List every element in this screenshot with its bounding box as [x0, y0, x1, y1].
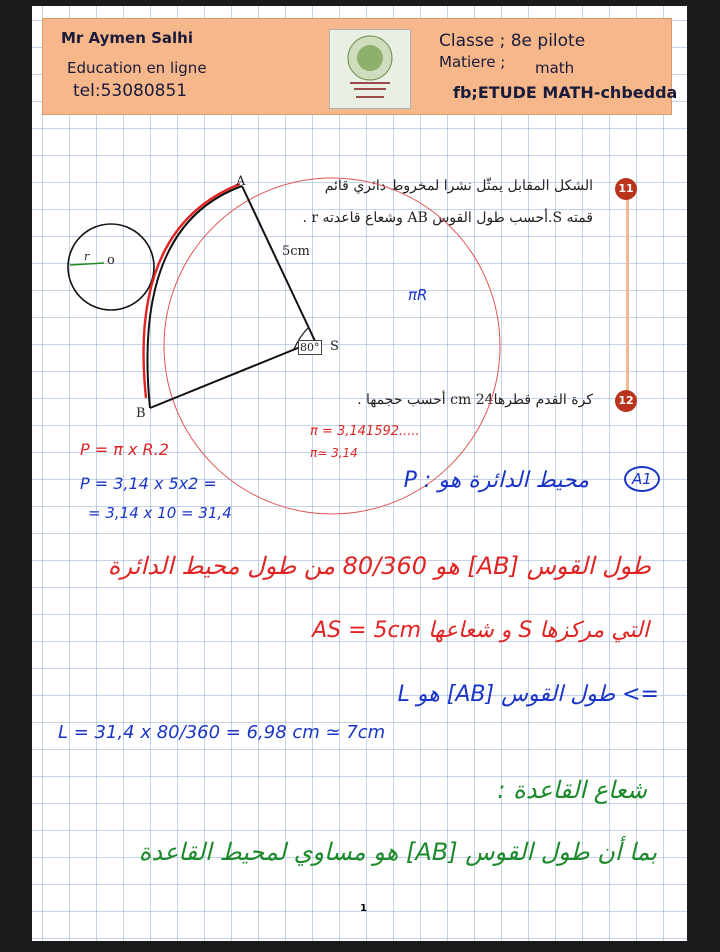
point-B-label: B	[136, 406, 146, 421]
arc-length-calc: L = 31,4 x 80/360 = 6,98 cm ≃ 7cm	[58, 722, 386, 743]
side-length-label: 5cm	[282, 244, 310, 259]
page-number: 1	[360, 903, 367, 914]
exercise-11-text-line1: الشكل المقابل يمثّل نشرا لمخروط دائري قائم	[324, 178, 593, 194]
subject-value: math	[535, 59, 575, 77]
center-o-label: o	[107, 253, 115, 268]
angle-label: 80°	[300, 341, 320, 354]
exercise-number-badge: 12	[615, 390, 637, 412]
segment-SB	[150, 341, 315, 408]
facebook-label: fb;ETUDE MATH-chbedda	[453, 83, 678, 102]
exercise-12-text: كرة القدم قطرها24 cm أحسب حجمها .	[357, 392, 593, 408]
answer-marker: A1	[624, 466, 660, 492]
point-S-label: S	[330, 339, 339, 354]
exercise-number-badge: 11	[615, 178, 637, 200]
class-label: Classe ; 8e pilote	[439, 31, 586, 51]
exercise-11-text-line2: قمته S.أحسب طول القوس AB وشعاع قاعدته r .	[302, 210, 593, 226]
phone-number: tel:53080851	[73, 81, 188, 101]
circumference-statement: محيط الدائرة هو : P	[403, 468, 589, 493]
worksheet-page	[32, 6, 687, 941]
radius-statement: بما أن طول القوس [AB] هو مساوي لمحيط القاعدة	[138, 838, 657, 866]
pi-value-note: π = 3,141592.....	[310, 424, 420, 439]
perimeter-calc-2: = 3,14 x 10 = 31,4	[88, 504, 232, 522]
perimeter-formula: P = π x R.2	[80, 440, 169, 459]
segment-SA	[242, 186, 315, 341]
point-A-label: A	[236, 174, 246, 189]
radius-r-label: r	[84, 250, 90, 263]
arc-definition: => طول القوس [AB] هو L	[397, 682, 659, 707]
subject-label: Matiere ;	[439, 53, 506, 71]
pi-approx-note: π≃ 3,14	[310, 446, 358, 460]
org-name: Education en ligne	[67, 59, 207, 77]
arc-statement-line1: طول القوس [AB] هو 80/360 من طول محيط الدائرة	[107, 552, 651, 580]
teacher-name: Mr Aymen Salhi	[61, 29, 193, 47]
arc-statement-line2: التي مركزها S و شعاعها AS = 5cm	[312, 618, 649, 643]
arc-AB	[147, 186, 242, 408]
radius-section-title: شعاع القاعدة :	[497, 776, 647, 804]
perimeter-calc-1: P = 3,14 x 5x2 =	[80, 474, 217, 493]
pi-r-note: πR	[408, 286, 428, 304]
